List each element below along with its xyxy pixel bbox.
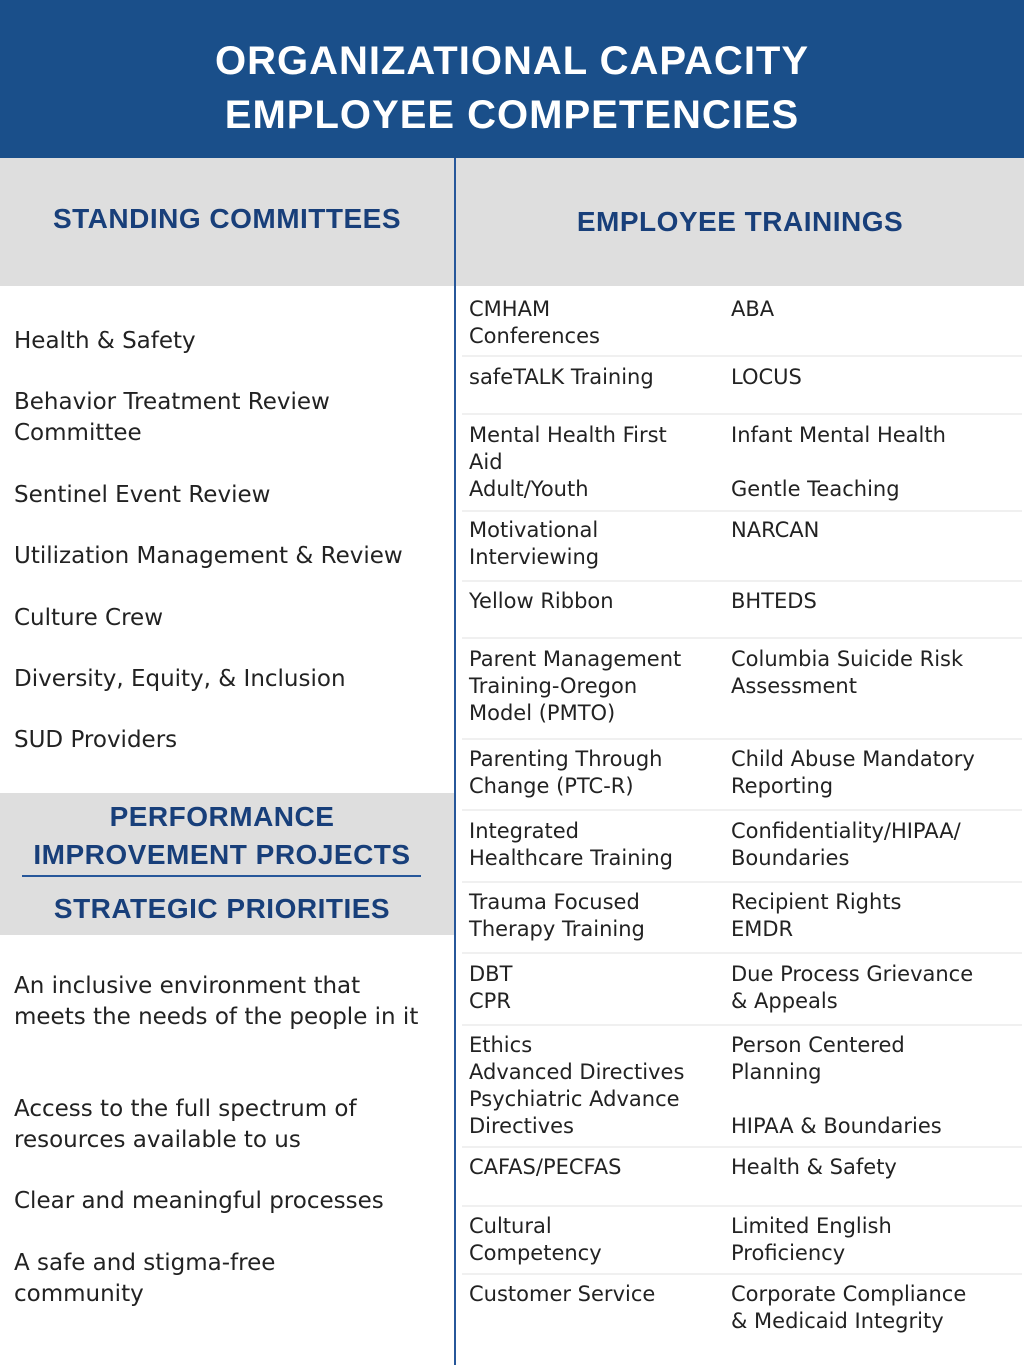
priority-item: Clear and meaningful processes: [14, 1188, 384, 1214]
page-title-line1: ORGANIZATIONAL CAPACITY: [214, 39, 810, 83]
training-cell-left: DBT CPR: [469, 962, 513, 1013]
training-cell-left: Integrated Healthcare Training: [469, 819, 674, 870]
training-cell-right: Columbia Suicide Risk Assessment: [731, 647, 964, 698]
row-divider: [462, 580, 1022, 582]
training-cell-left: Ethics Advanced Directives Psychiatric Advance Directives: [469, 1033, 685, 1138]
row-divider: [462, 1205, 1022, 1207]
row-divider: [462, 510, 1022, 512]
training-cell-right: BHTEDS: [731, 589, 817, 613]
training-cell-left: Yellow Ribbon: [469, 589, 614, 613]
performance-title-line1: PERFORMANCE: [109, 801, 335, 832]
training-cell-right: Child Abuse Mandatory Reporting: [731, 747, 975, 798]
training-cell-right: Due Process Grievance & Appeals: [731, 962, 974, 1013]
priority-item: Access to the full spectrum of resources available to us: [14, 1096, 357, 1153]
training-cell-right: Infant Mental Health Gentle Teaching: [731, 423, 946, 501]
committee-item: SUD Providers: [14, 727, 178, 753]
training-cell-right: Person Centered Planning HIPAA & Boundaries: [731, 1033, 942, 1138]
committee-item: Culture Crew: [14, 605, 164, 631]
training-cell-left: CMHAM Conferences: [469, 297, 600, 348]
row-divider: [462, 952, 1022, 954]
row-divider: [462, 1273, 1022, 1275]
row-divider: [462, 738, 1022, 740]
training-cell-right: Recipient Rights EMDR: [731, 890, 902, 941]
training-cell-right: Health & Safety: [731, 1155, 897, 1179]
row-divider: [462, 413, 1022, 415]
committee-item: Sentinel Event Review: [14, 482, 271, 508]
committee-item: Health & Safety: [14, 328, 196, 354]
row-divider: [462, 1024, 1022, 1026]
strategic-priorities-title: STRATEGIC PRIORITIES: [53, 893, 391, 924]
standing-committees-title: STANDING COMMITTEES: [52, 203, 402, 234]
training-cell-left: Mental Health First Aid Adult/Youth: [469, 423, 667, 501]
training-cell-left: Parent Management Training-Oregon Model (PMTO): [469, 647, 682, 725]
header-banner: [0, 0, 1024, 158]
training-cell-right: Confidentiality/HIPAA/ Boundaries: [731, 819, 961, 870]
committee-item: Diversity, Equity, & Inclusion: [14, 666, 346, 692]
committee-item: Utilization Management & Review: [14, 543, 403, 569]
training-cell-right: LOCUS: [731, 365, 802, 389]
training-cell-left: Trauma Focused Therapy Training: [469, 890, 645, 941]
training-cell-left: CAFAS/PECFAS: [469, 1155, 622, 1179]
priority-item: An inclusive environment that meets the needs of the people in it: [14, 973, 419, 1030]
row-divider: [462, 881, 1022, 883]
training-cell-left: Parenting Through Change (PTC-R): [469, 747, 663, 798]
training-cell-right: Limited English Proficiency: [731, 1214, 892, 1265]
row-divider: [462, 809, 1022, 811]
row-divider: [462, 1146, 1022, 1148]
training-cell-right: Corporate Compliance & Medicaid Integrity: [731, 1282, 967, 1333]
employee-trainings-title: EMPLOYEE TRAININGS: [576, 206, 904, 237]
training-cell-right: NARCAN: [731, 518, 820, 542]
training-cell-left: Cultural Competency: [469, 1214, 602, 1265]
priority-item: A safe and stigma-free community: [14, 1250, 276, 1307]
row-divider: [462, 637, 1022, 639]
committee-item: Behavior Treatment Review Committee: [14, 389, 330, 446]
row-divider: [462, 355, 1022, 357]
page-title-line2: EMPLOYEE COMPETENCIES: [224, 93, 800, 137]
training-cell-left: Customer Service: [469, 1282, 656, 1306]
training-cell-right: ABA: [731, 297, 775, 321]
training-cell-left: Motivational Interviewing: [469, 518, 600, 569]
column-divider: [454, 158, 456, 1365]
performance-title-line2: IMPROVEMENT PROJECTS: [33, 839, 411, 870]
training-cell-left: safeTALK Training: [469, 365, 654, 389]
performance-divider: [22, 875, 421, 877]
